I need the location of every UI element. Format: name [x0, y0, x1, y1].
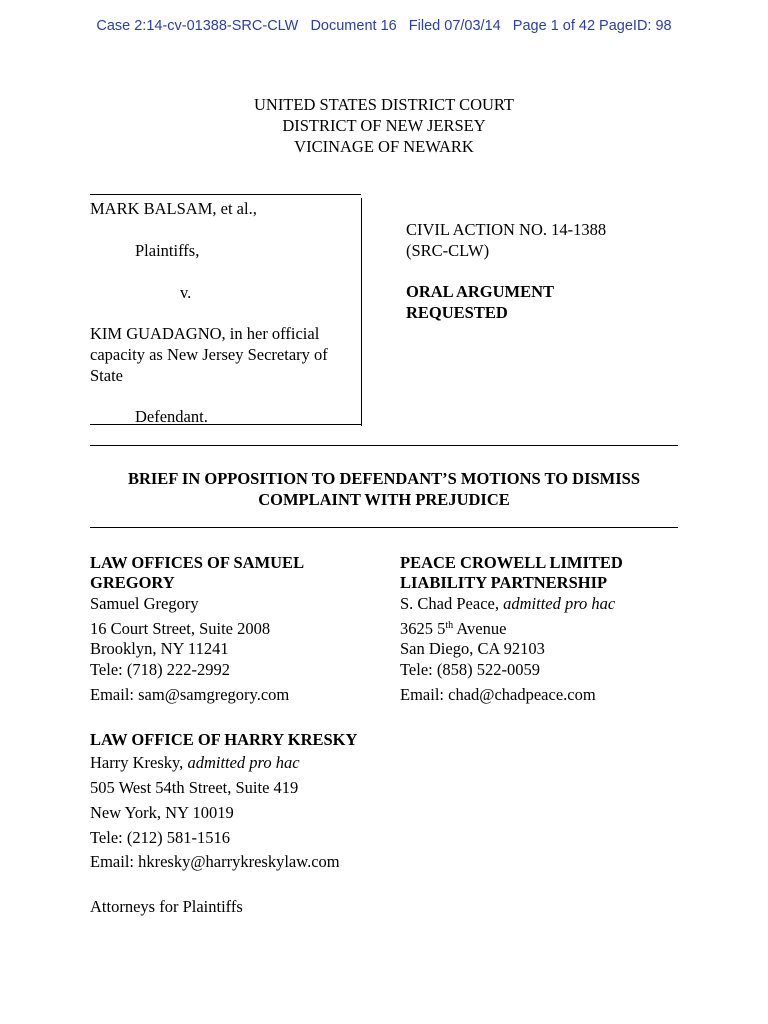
brief-title-line-1: BRIEF IN OPPOSITION TO DEFENDANT’S MOTIONS TO DISMISS	[127, 469, 641, 488]
defendant-line-1: KIM GUADAGNO, in her official	[90, 324, 320, 343]
left-address-2-text: Brooklyn, NY 11241	[90, 639, 229, 658]
defendant-line-2: capacity as New Jersey Secretary of	[90, 345, 328, 364]
defendant-role: Defendant.	[135, 407, 208, 426]
left-email: Email: sam@samgregory.com	[90, 685, 290, 704]
right-address-1-number: 3625 5	[400, 619, 446, 638]
oral-argument-line-2: REQUESTED	[406, 303, 508, 322]
title-bottom-rule	[90, 527, 678, 528]
versus: v.	[180, 283, 192, 302]
third-attorney-name-text: Harry Kresky,	[90, 753, 188, 772]
caption-divider	[361, 198, 362, 426]
brief-title-line-2: COMPLAINT WITH PREJUDICE	[258, 490, 510, 509]
oral-argument-line-1: ORAL ARGUMENT	[406, 282, 555, 301]
civil-action-number: CIVIL ACTION NO. 14-1388	[406, 220, 607, 239]
left-address-1: 16 Court Street, Suite 2008	[90, 619, 271, 638]
plaintiff-name: MARK BALSAM, et al.,	[90, 199, 257, 218]
stamp-document: Document 16	[310, 18, 397, 34]
right-attorney-name-text: S. Chad Peace,	[400, 594, 504, 613]
right-address-1-superscript: th	[445, 620, 454, 631]
caption-bottom-rule	[90, 424, 361, 425]
defendant-line-3: State	[90, 366, 123, 385]
third-attorney-note: admitted pro hac	[187, 753, 300, 772]
left-address-2	[90, 638, 229, 659]
right-firm-line-2: LIABILITY PARTNERSHIP	[400, 573, 608, 592]
right-attorney-note: admitted pro hac	[503, 594, 616, 613]
right-address-1	[400, 618, 506, 639]
court-vicinage: VICINAGE OF NEWARK	[294, 137, 474, 156]
right-address-1-street: Avenue	[453, 619, 507, 638]
left-firm-line-1: LAW OFFICES OF SAMUEL	[90, 553, 305, 572]
right-firm-line-1: PEACE CROWELL LIMITED	[400, 553, 623, 572]
left-firm-line-2: GREGORY	[90, 573, 175, 592]
right-address-2: San Diego, CA 92103	[400, 639, 545, 658]
stamp-page: Page 1 of 42 PageID: 98	[512, 18, 672, 34]
right-email: Email: chad@chadpeace.com	[400, 685, 596, 704]
third-phone: Tele: (212) 581-1516	[90, 828, 230, 847]
third-email: Email: hkresky@harrykreskylaw.com	[90, 852, 340, 871]
third-attorney-name	[90, 752, 300, 773]
court-district: DISTRICT OF NEW JERSEY	[282, 116, 486, 135]
stamp-filed: Filed 07/03/14	[408, 18, 501, 34]
left-phone: Tele: (718) 222-2992	[90, 660, 230, 679]
court-name: UNITED STATES DISTRICT COURT	[253, 95, 514, 114]
brief-title	[90, 468, 678, 510]
caption-top-rule	[90, 194, 361, 195]
civil-action-code: (SRC-CLW)	[406, 241, 490, 260]
right-phone: Tele: (858) 522-0059	[400, 660, 540, 679]
third-address-2: New York, NY 10019	[90, 803, 234, 822]
court-heading	[0, 94, 768, 157]
third-address-1: 505 West 54th Street, Suite 419	[90, 778, 299, 797]
plaintiff-role: Plaintiffs,	[135, 241, 200, 260]
filing-stamp	[0, 18, 768, 34]
third-firm: LAW OFFICE OF HARRY KRESKY	[90, 730, 358, 749]
attorneys-for: Attorneys for Plaintiffs	[90, 897, 243, 916]
stamp-case: Case 2:14-cv-01388-SRC-CLW	[96, 18, 299, 34]
left-attorney-name: Samuel Gregory	[90, 594, 199, 613]
title-top-rule	[90, 445, 678, 446]
right-attorney-name	[400, 593, 615, 614]
